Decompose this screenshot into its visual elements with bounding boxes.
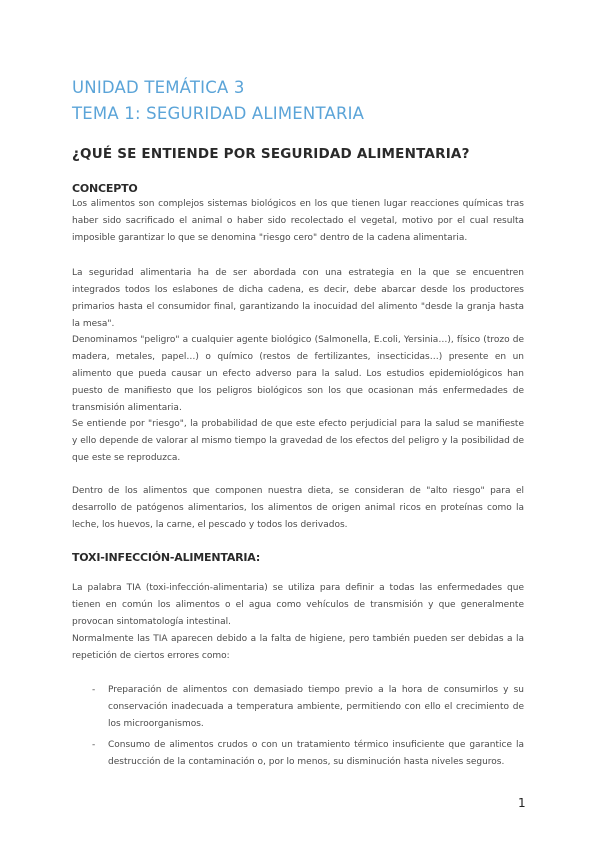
toxi-infeccion-heading: TOXI-INFECCIÓN-ALIMENTARIA:: [72, 551, 261, 564]
list-item: [72, 737, 524, 771]
topic-title: TEMA 1: SEGURIDAD ALIMENTARIA: [72, 104, 365, 123]
concepto-paragraph-4: Se entiende por "riesgo", la probabilidad de que este efecto perjudicial para la salud se manifieste y ello depende de valorar al mismo tiempo la gravedad de los efectos del peligro y la posibilidad de que este se reproduzca.: [72, 419, 524, 463]
main-question-heading: ¿QUÉ SE ENTIENDE POR SEGURIDAD ALIMENTARIA?: [72, 146, 470, 162]
toxi-paragraph-2: Normalmente las TIA aparecen debido a la falta de higiene, pero también pueden ser debidas a la repetición de ciertos errores como:: [72, 634, 524, 661]
concepto-paragraph-2: La seguridad alimentaria ha de ser abordada con una estrategia en la que se encuentren integrados todos los eslabones de dicha cadena, es decir, debe abarcar desde los productores primarios hasta el consumidor final, garantizando la inocuidad del alimento "desde la granja hasta la mesa".: [72, 268, 524, 329]
page-number: 1: [518, 796, 526, 810]
unit-title: UNIDAD TEMÁTICA 3: [72, 78, 245, 97]
toxi-paragraph-1: La palabra TIA (toxi-infección-alimentaria) se utiliza para definir a todas las enfermedades que tienen en común los alimentos o el agua como vehículos de transmisión y que generalmente provocan sintomatología intestinal.: [72, 583, 524, 627]
concepto-paragraph-5: Dentro de los alimentos que componen nuestra dieta, se consideran de "alto riesgo" para el desarrollo de patógenos alimentarios, los alimentos de origen animal ricos en proteínas como la leche, los huevos, la carne, el pescado y todos los derivados.: [72, 486, 524, 530]
errors-list: [72, 682, 524, 775]
list-item: [72, 682, 524, 733]
bullet-dash: -: [92, 740, 96, 750]
bullet-dash: -: [92, 685, 96, 695]
concepto-paragraph-3: Denominamos "peligro" a cualquier agente biológico (Salmonella, E.coli, Yersinia…), físico (trozo de madera, metales, papel…) o químico (restos de fertilizantes, insecticidas…) presente en un alimento que pueda causar un efecto adverso para la salud. Los estudios epidemiológicos han puesto de manifiesto que los peligros biológicos son los que ocasionan más enfermedades de transmisión alimentaria.: [72, 335, 524, 413]
list-item-text: Preparación de alimentos con demasiado tiempo previo a la hora de consumirlos y su conservación inadecuada a temperatura ambiente, permitiendo con ello el crecimiento de los microorganismos.: [108, 685, 524, 729]
concepto-heading: CONCEPTO: [72, 182, 138, 195]
list-item-text: Consumo de alimentos crudos o con un tratamiento térmico insuficiente que garantice la destrucción de la contaminación o, por lo menos, su disminución hasta niveles seguros.: [108, 740, 524, 767]
concepto-paragraph-1: Los alimentos son complejos sistemas biológicos en los que tienen lugar reacciones químicas tras haber sido sacrificado el animal o haber sido recolectado el vegetal, motivo por el cual resulta imposible garantizar lo que se denomina "riesgo cero" dentro de la cadena alimentaria.: [72, 199, 524, 243]
